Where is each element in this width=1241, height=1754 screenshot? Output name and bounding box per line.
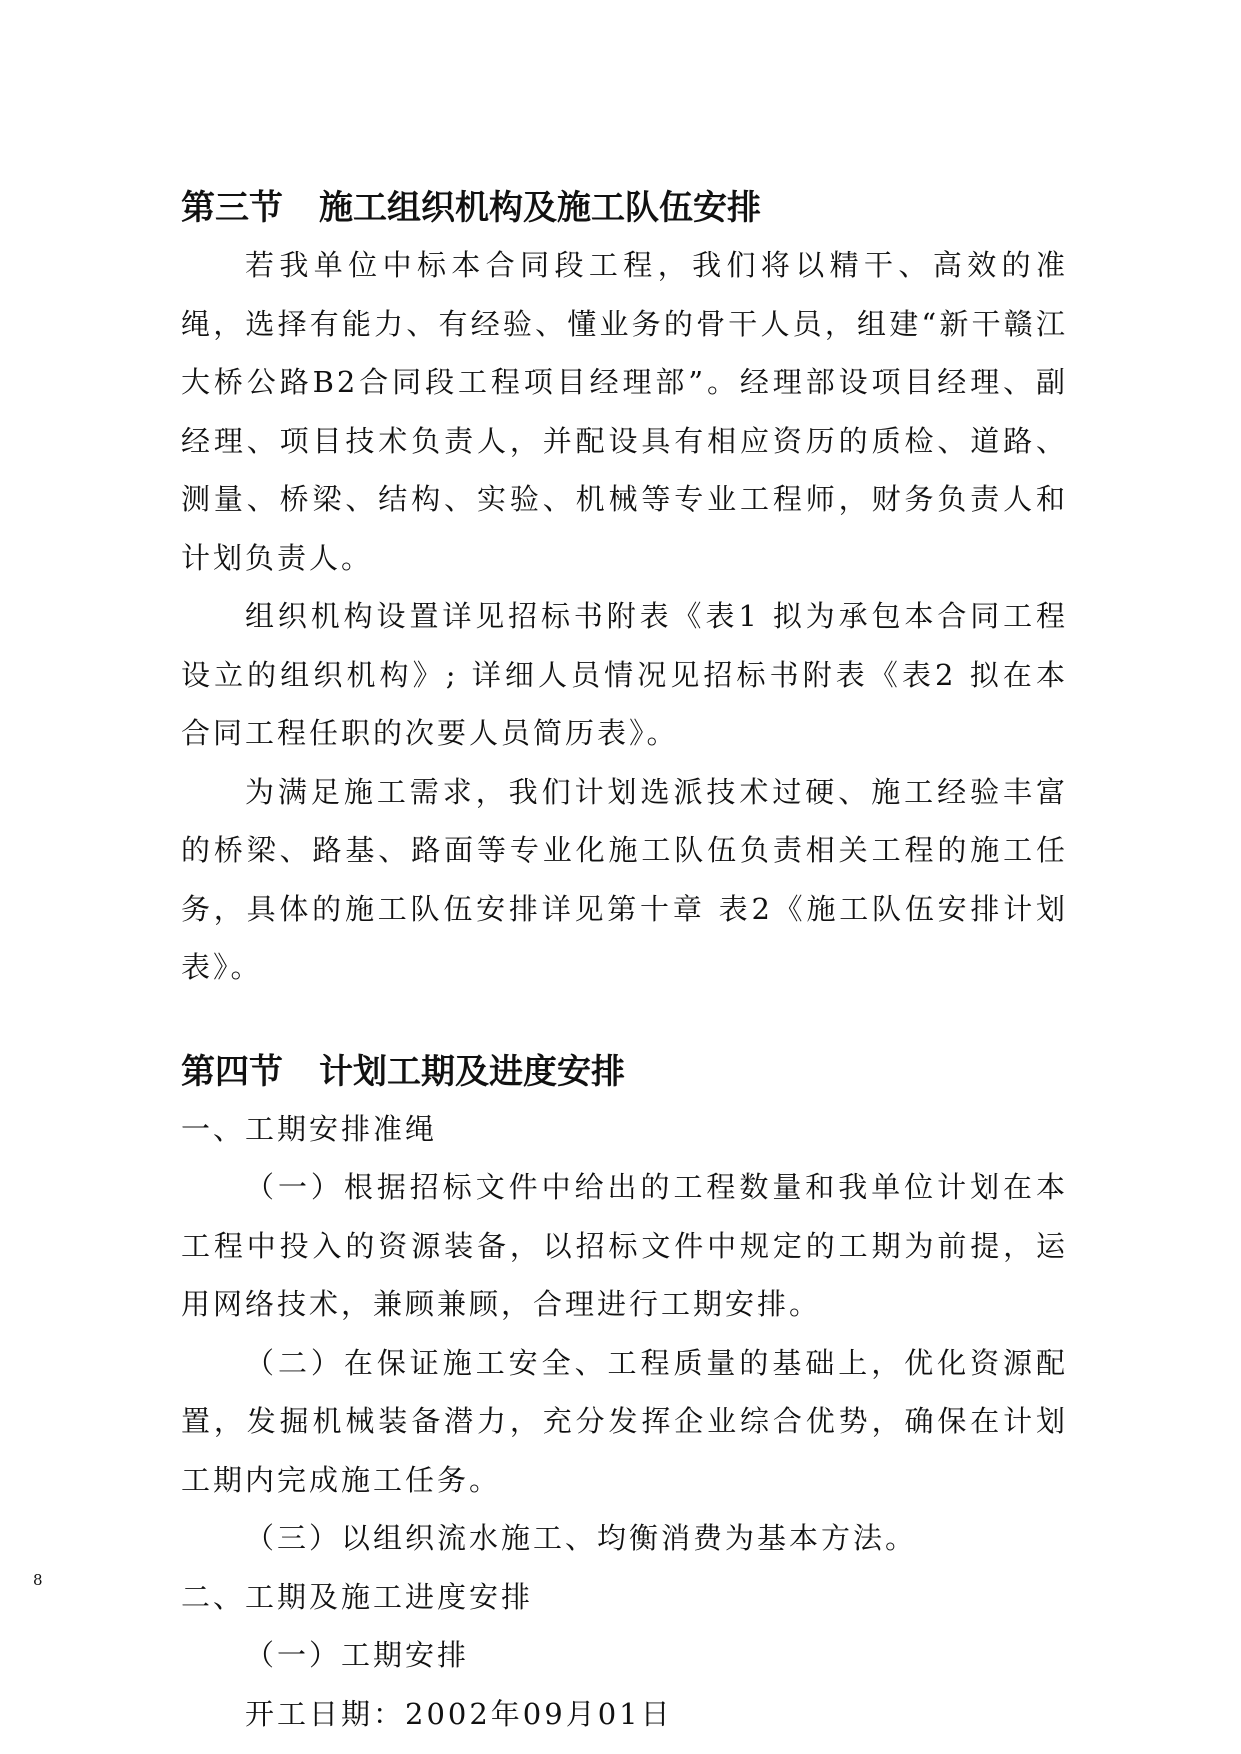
page-body	[181, 180, 1068, 1743]
sub-item-schedule: （一）工期安排	[245, 1638, 470, 1672]
section-4-heading	[181, 1044, 1068, 1100]
page-number: 8	[33, 1571, 43, 1589]
subheading-schedule-principles: 一、工期安排准绳	[181, 1111, 438, 1146]
section-4-number: 第四节	[181, 1051, 283, 1092]
principle-item-3: （三）以组织流水施工、均衡消费为基本方法。	[245, 1521, 918, 1555]
section-3-paragraph-2: 组织机构设置详见招标书附表《表1 拟为承包本合同工程设立的组织机构》; 详细人员情况见招标书附表《表2 拟在本合同工程任职的次要人员简历表》。	[181, 599, 1068, 750]
section-3-paragraph-3: 为满足施工需求，我们计划选派技术过硬、施工经验丰富的桥梁、路基、路面等专业化施工队伍负责相关工程的施工任务，具体的施工队伍安排详见第十章 表2《施工队伍安排计划表》。	[181, 774, 1068, 984]
subheading-schedule-progress: 二、工期及施工进度安排	[181, 1579, 534, 1614]
start-date: 开工日期：2002年09月01日	[245, 1696, 673, 1731]
principle-item-1: （一）根据招标文件中给出的工程数量和我单位计划在本工程中投入的资源装备，以招标文件中规定的工期为前提，运用网络技术，兼顾兼顾，合理进行工期安排。	[181, 1170, 1068, 1321]
section-4-title: 计划工期及进度安排	[319, 1051, 625, 1092]
section-3-paragraph-1: 若我单位中标本合同段工程，我们将以精干、高效的准绳，选择有能力、有经验、懂业务的骨干人员，组建“新干赣江大桥公路B2合同段工程项目经理部”。经理部设项目经理、副经理、项目技术负责人，并配设具有相应资历的质检、道路、测量、桥梁、结构、实验、机械等专业工程师，财务负责人和计划负责人。	[181, 248, 1068, 575]
section-3-title: 施工组织机构及施工队伍安排	[319, 188, 761, 228]
section-spacer	[181, 997, 1068, 1044]
section-3-number: 第三节	[181, 188, 283, 228]
principle-item-2: （二）在保证施工安全、工程质量的基础上，优化资源配置，发掘机械装备潜力，充分发挥企业综合优势，确保在计划工期内完成施工任务。	[181, 1345, 1068, 1497]
section-3-heading	[181, 180, 1068, 236]
